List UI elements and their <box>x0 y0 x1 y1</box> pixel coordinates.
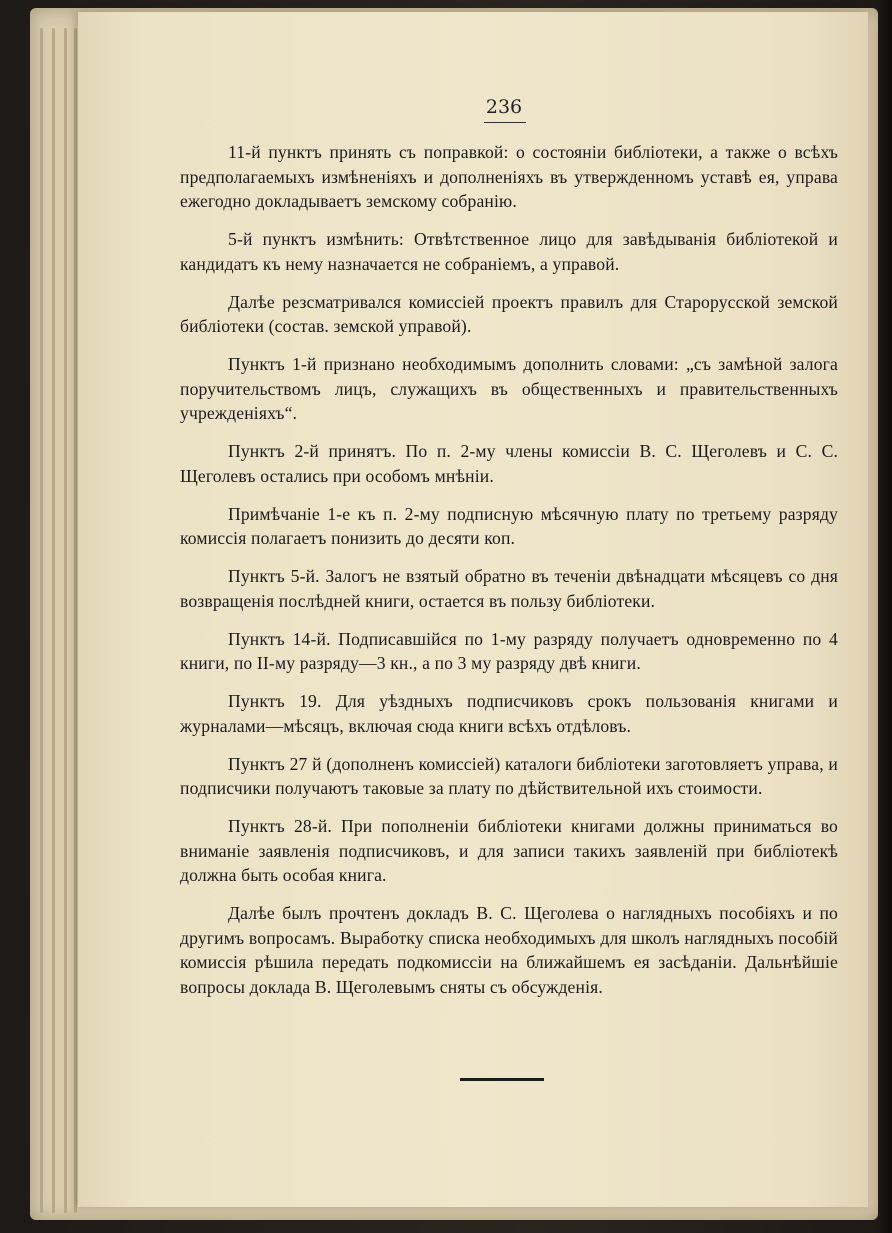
paragraph: 5-й пунктъ измѣнить: Отвѣтственное лицо для завѣдыванiя библiотекой и кандидатъ къ нему назначается не собранiемъ, а управой. <box>180 229 838 274</box>
paragraph: Пунктъ 14-й. Подписавшiйся по 1-му разряду получаетъ одновременно по 4 книги, по II-му разряду—3 кн., а по 3 му разряду двѣ книги. <box>180 628 838 673</box>
paragraph: Пунктъ 19. Для уѣздныхъ подписчиковъ срокъ пользованiя книгами и журналами—мѣсяцъ, включая сюда книги всѣхъ отдѣловъ. <box>180 691 838 736</box>
body-text <box>180 140 838 1013</box>
paragraph: 11-й пунктъ принять съ поправкой: о состоянiи библiотеки, а также о всѣхъ предполагаемыхъ измѣненiяхъ и дополненiяхъ въ утвержденномъ уставѣ ея, управа ежегодно докладываетъ земскому собранiю. <box>180 142 838 211</box>
end-rule <box>460 1078 544 1081</box>
scan-right-edge <box>878 0 892 1233</box>
page-edge <box>52 28 55 1213</box>
page-number: 236 <box>485 96 523 118</box>
paragraph: Далѣе резсматривался комиссiей проектъ правилъ для Старорусской земской библiотеки (состав. земской управой). <box>180 291 838 336</box>
paragraph: Пунктъ 28-й. При пополненiи библiотеки книгами должны приниматься во вниманiе заявленiя подписчиковъ, и для записи такихъ заявленiй при библiотекѣ должна быть особая книга. <box>180 816 838 885</box>
paragraph: Пунктъ 2-й принятъ. По п. 2-му члены комиссiи В. С. Щеголевъ и С. С. Щеголевъ остались при особомъ мнѣнiи. <box>180 441 838 486</box>
page-edge <box>64 28 67 1213</box>
page-edge <box>40 28 43 1213</box>
paragraph: Пунктъ 1-й признано необходимымъ дополнить словами: „съ замѣной залога поручительствомъ лицъ, служащихъ въ общественныхъ и правительственныхъ учрежденiяхъ“. <box>180 354 838 423</box>
paragraph: Примѣчанiе 1-е къ п. 2-му подписную мѣсячную плату по третьему разряду комиссiя полагаетъ понизить до десяти коп. <box>180 503 838 548</box>
paragraph: Пунктъ 5-й. Залогъ не взятый обратно въ теченiи двѣнадцати мѣсяцевъ со дня возвращенiя послѣдней книги, остается въ пользу библiотеки. <box>180 566 838 611</box>
page-edge <box>74 28 77 1213</box>
paragraph: Далѣе былъ прочтенъ докладъ В. С. Щеголева о наглядныхъ пособiяхъ и по другимъ вопросамъ. Выработку списка необходимыхъ для школъ наглядныхъ пособiй комиссiя рѣшила передать подкомиссiи на ближайшемъ ея засѣданiи. Дальнѣйшiе вопросы доклада В. Щеголевымъ сняты съ обсужденiя. <box>180 903 838 997</box>
page-number-underline <box>484 122 526 123</box>
paragraph: Пунктъ 27 й (дополненъ комиссiей) каталоги библiотеки заготовляетъ управа, и подписчики получаютъ таковые за плату по дѣйствительной ихъ стоимости. <box>180 753 838 798</box>
